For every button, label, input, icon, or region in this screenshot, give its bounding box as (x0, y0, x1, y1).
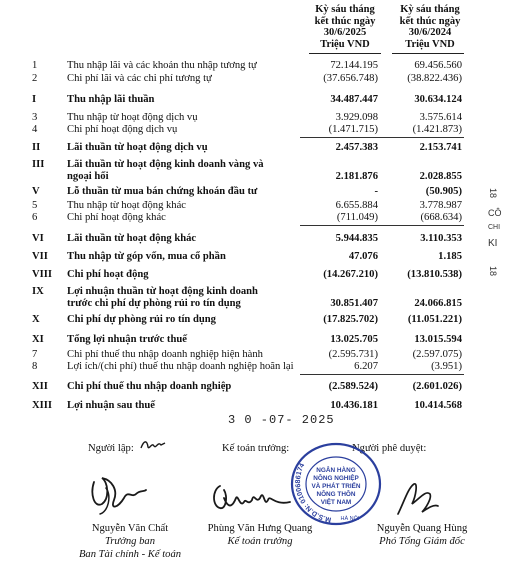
svg-text:VIỆT NAM: VIỆT NAM (320, 499, 352, 506)
row-number: 3 (32, 112, 38, 123)
row-description: Tổng lợi nhuận trước thuế (67, 334, 187, 345)
table-row (0, 381, 470, 395)
value-2024: 24.066.815 (414, 298, 462, 309)
approver-label: Người phê duyệt: (352, 443, 427, 454)
value-2024: (11.051.221) (407, 314, 462, 325)
preparer-name: Nguyễn Văn Chất (91, 523, 169, 534)
table-row (0, 251, 470, 265)
value-2025: (17.825.702) (323, 314, 378, 325)
value-2025: (14.267.210) (323, 269, 378, 280)
value-2024: 3.575.614 (419, 112, 462, 123)
preparer-title: Trưởng ban (105, 536, 155, 547)
value-2025: (711.049) (336, 212, 378, 223)
preparer-department: Ban Tài chính - Kế toán (78, 549, 182, 560)
bank-seal-stamp (288, 440, 384, 528)
row-number: IX (32, 286, 44, 297)
svg-text:M.S.D.N: 0100686174: M.S.D.N: 0100686174 (295, 462, 332, 523)
svg-text:HÀ NỘI: HÀ NỘI (340, 516, 360, 522)
table-row (0, 94, 470, 108)
row-description: Thu nhập từ góp vốn, mua cổ phần (67, 251, 226, 262)
divider-line (300, 374, 464, 375)
value-2024: (668.634) (420, 212, 462, 223)
value-2025: (2.589.524) (328, 381, 378, 392)
value-2024: 13.015.594 (414, 334, 462, 345)
row-description: Lãi thuần từ hoạt động kinh doanh vàng và ngoại hối (67, 159, 264, 182)
approver-signature (392, 478, 442, 520)
value-2024: 2.028.855 (419, 171, 462, 182)
row-description: Thu nhập từ hoạt động khác (67, 200, 187, 211)
svg-text:NGÂN HÀNG: NGÂN HÀNG (316, 467, 356, 474)
preparer-label: Người lập: (88, 443, 134, 454)
value-2025: 2.457.383 (335, 142, 378, 153)
row-description: Chi phí dự phòng rủi ro tín dụng (67, 314, 216, 325)
header-underline-2025 (309, 53, 381, 54)
row-description: Chi phí thuế thu nhập doanh nghiệp (67, 381, 232, 392)
row-description: Chi phí hoạt động khác (67, 212, 166, 223)
row-number: XIII (32, 400, 53, 411)
section-divider (0, 137, 470, 138)
value-2025: 6.655.884 (335, 200, 378, 211)
value-2024: (50.905) (425, 186, 462, 197)
value-2025: 34.487.447 (330, 94, 378, 105)
value-2025: (1.471.715) (328, 124, 378, 135)
table-row (0, 73, 470, 87)
svg-text:NÔNG THÔN: NÔNG THÔN (316, 491, 356, 498)
row-number: 2 (32, 73, 38, 84)
svg-text:VÀ PHÁT TRIỂN: VÀ PHÁT TRIỂN (311, 483, 361, 490)
approver-name: Nguyễn Quang Hùng (376, 523, 468, 534)
row-number: II (32, 142, 41, 153)
row-description: Lợi nhuận sau thuế (67, 400, 156, 411)
svg-text:NÔNG NGHIỆP: NÔNG NGHIỆP (313, 475, 359, 482)
adjacent-page-fragment: 18 CÔ CHI KI 18 (488, 187, 502, 277)
table-row (0, 212, 470, 226)
row-number: 4 (32, 124, 38, 135)
row-number: 6 (32, 212, 38, 223)
divider-line (300, 225, 464, 226)
value-2025: 2.181.876 (335, 171, 378, 182)
section-divider (0, 374, 470, 375)
section-divider (0, 225, 470, 226)
row-number: 1 (32, 60, 38, 71)
table-row (0, 124, 470, 138)
header-underline-2024 (392, 53, 464, 54)
value-2025: 30.851.407 (330, 298, 378, 309)
row-number: I (32, 94, 37, 105)
value-2024: (38.822.436) (407, 73, 462, 84)
value-2024: (2.601.026) (412, 381, 462, 392)
date-stamp: 3 0 -07- 2025 (228, 413, 335, 427)
row-description: Chi phí lãi và các chi phí tương tự (67, 73, 212, 84)
row-number: III (32, 159, 45, 170)
row-number: VII (32, 251, 48, 262)
value-2025: 5.944.835 (335, 233, 378, 244)
row-number: VI (32, 233, 44, 244)
row-number: XI (32, 334, 44, 345)
table-row (0, 361, 470, 375)
approver-title: Phó Tổng Giám đốc (379, 536, 465, 547)
divider-line (300, 137, 464, 138)
accountant-name: Phùng Văn Hưng Quang (207, 523, 313, 534)
value-2024: (1.421.873) (412, 124, 462, 135)
value-2024: 2.153.741 (419, 142, 462, 153)
value-2024: 3.778.987 (419, 200, 462, 211)
value-2024: (13.810.538) (407, 269, 462, 280)
row-description: Chi phí hoạt động (67, 269, 149, 280)
value-2024: 10.414.568 (414, 400, 462, 411)
table-row (0, 400, 470, 414)
table-row (0, 186, 470, 200)
preparer-signature (88, 468, 148, 516)
table-row (0, 314, 470, 328)
row-description: Chi phí thuế thu nhập doanh nghiệp hiện hành (67, 349, 263, 360)
value-2024: (3.951) (431, 361, 462, 372)
preparer-initials (140, 438, 166, 452)
value-2024: 1.185 (438, 251, 462, 262)
value-2025: 72.144.195 (330, 60, 378, 71)
value-2024: 69.456.560 (414, 60, 462, 71)
row-number: X (32, 314, 40, 325)
row-description: Lợi ích/(chi phí) thuế thu nhập doanh nghiệp hoãn lại (67, 361, 294, 372)
table-row (0, 334, 470, 348)
value-2025: (37.656.748) (323, 73, 378, 84)
row-description: Thu nhập từ hoạt động dịch vụ (67, 112, 198, 123)
accountant-label: Kế toán trưởng: (222, 443, 290, 454)
table-row (0, 286, 470, 309)
value-2025: 47.076 (348, 251, 378, 262)
column-header-2024: Kỳ sáu tháng kết thúc ngày 30/6/2024 Triệu VND (399, 4, 461, 50)
row-number: 8 (32, 361, 38, 372)
value-2025: 13.025.705 (330, 334, 378, 345)
value-2024: 3.110.353 (420, 233, 462, 244)
row-description: Lãi thuần từ hoạt động khác (67, 233, 197, 244)
value-2024: (2.597.075) (412, 349, 462, 360)
row-description: Thu nhập lãi và các khoản thu nhập tương tự (67, 60, 257, 71)
row-description: Chi phí hoạt động dịch vụ (67, 124, 178, 135)
table-row (0, 142, 470, 156)
row-number: 7 (32, 349, 38, 360)
row-number: 5 (32, 200, 38, 211)
table-row (0, 269, 470, 283)
table-row (0, 60, 470, 74)
value-2025: (2.595.731) (328, 349, 378, 360)
accountant-title: Kế toán trưởng (227, 536, 293, 547)
value-2025: 10.436.181 (330, 400, 378, 411)
row-description: Lãi thuần từ hoạt động dịch vụ (67, 142, 208, 153)
value-2025: 6.207 (354, 361, 378, 372)
row-description: Lợi nhuận thuần từ hoạt động kinh doanh trước chi phí dự phòng rủi ro tín dụng (67, 286, 258, 309)
column-header-2025: Kỳ sáu tháng kết thúc ngày 30/6/2025 Triệu VND (314, 4, 376, 50)
row-description: Lỗ thuần từ mua bán chứng khoán đầu tư (67, 186, 258, 197)
value-2024: 30.634.124 (414, 94, 462, 105)
table-row (0, 233, 470, 247)
accountant-signature (210, 478, 295, 518)
row-number: V (32, 186, 40, 197)
row-number: XII (32, 381, 48, 392)
row-description: Thu nhập lãi thuần (67, 94, 155, 105)
row-number: VIII (32, 269, 53, 280)
value-2025: - (374, 186, 378, 197)
value-2025: 3.929.098 (335, 112, 378, 123)
table-row (0, 159, 470, 182)
